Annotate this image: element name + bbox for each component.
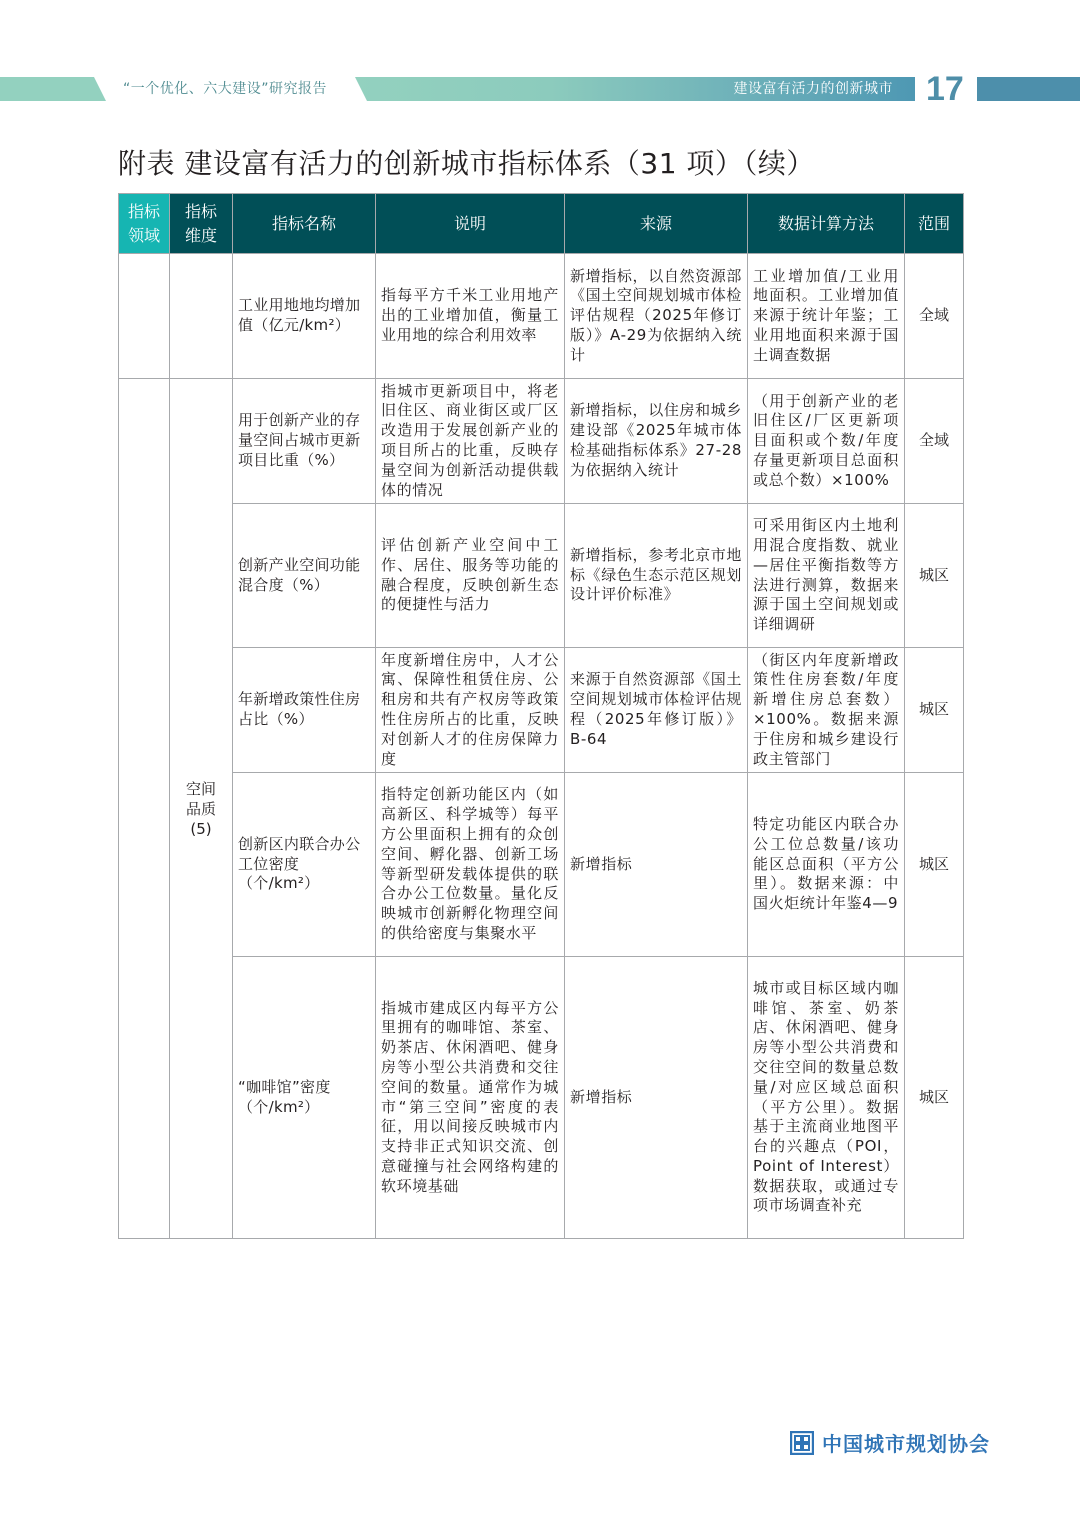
column-header-domain-line1: 指标: [127, 201, 160, 221]
cell-method: 工业增加值/工业用地面积。工业增加值来源于统计年鉴；工业用地面积来源于国土调查数据: [748, 254, 905, 379]
cell-scope: 全域: [905, 379, 964, 504]
cell-scope: 城区: [905, 957, 964, 1239]
table-row: [119, 648, 964, 773]
cell-domain-merged: [119, 379, 170, 1239]
cell-source: 新增指标: [565, 773, 748, 957]
cell-indicator-name: 年新增政策性住房占比（%）: [233, 648, 376, 773]
column-header-source: 来源: [565, 194, 748, 254]
cell-scope: 城区: [905, 648, 964, 773]
cell-scope: 城区: [905, 504, 964, 648]
dimension-label-line2: 品质: [185, 799, 216, 818]
indicator-table: [118, 193, 964, 1239]
cell-source: 新增指标，以自然资源部《国土空间规划城市体检评估规程（2025年修订版）》A-29为依据纳入统计: [565, 254, 748, 379]
header-band-right: [977, 77, 1080, 101]
cell-dimension: [170, 254, 233, 379]
column-header-dimension: [170, 194, 233, 254]
cell-source: 来源于自然资源部《国土空间规划城市体检评估规程（2025年修订版）》B-64: [565, 648, 748, 773]
dimension-count: (5): [190, 819, 212, 838]
cell-method: （用于创新产业的老旧住区/厂区更新项目面积或个数/年度存量更新项目总面积或总个数）×100%: [748, 379, 905, 504]
cell-method: 特定功能区内联合办公工位总数量/该功能区总面积（平方公里）。数据来源：中国火炬统计年鉴4—9: [748, 773, 905, 957]
column-header-domain-line2: 领域: [127, 225, 160, 245]
cell-indicator-name: “咖啡馆”密度（个/km²）: [233, 957, 376, 1239]
column-header-name: 指标名称: [233, 194, 376, 254]
table-row: [119, 957, 964, 1239]
column-header-domain: [119, 194, 170, 254]
column-header-method: 数据计算方法: [748, 194, 905, 254]
cell-description: 指城市建成区内每平方公里拥有的咖啡馆、茶室、奶茶店、休闲酒吧、健身房等小型公共消费和交往空间的数量。通常作为城市“第三空间”密度的表征，用以间接反映城市内支持非正式知识交流、创意碰撞与社会网络构建的软环境基础: [376, 957, 565, 1239]
section-title: 建设富有活力的创新城市: [733, 81, 893, 97]
column-header-description: 说明: [376, 194, 565, 254]
cell-indicator-name: 创新区内联合办公工位密度（个/km²）: [233, 773, 376, 957]
page-number: 17: [926, 70, 964, 108]
cell-method: 可采用街区内土地利用混合度指数、就业—居住平衡指数等方法进行测算，数据来源于国土空间规划或详细调研: [748, 504, 905, 648]
cell-description: 指特定创新功能区内（如高新区、科学城等）每平方公里面积上拥有的众创空间、孵化器、创新工场等新型研发载体提供的联合办公工位数量。量化反映城市创新孵化物理空间的供给密度与集聚水平: [376, 773, 565, 957]
cell-method: 城市或目标区域内咖啡馆、茶室、奶茶店、休闲酒吧、健身房等小型公共消费和交往空间的数量总数量/对应区域总面积（平方公里）。数据基于主流商业地图平台的兴趣点（POI，Point of Interest）数据获取，或通过专项市场调查补充: [748, 957, 905, 1239]
cell-description: 年度新增住房中，人才公寓、保障性租赁住房、公租房和共有产权房等政策性住房所占的比重，反映对创新人才的住房保障力度: [376, 648, 565, 773]
association-name: 中国城市规划协会: [822, 1432, 990, 1456]
cell-source: 新增指标，参考北京市地标《绿色生态示范区规划设计评价标准》: [565, 504, 748, 648]
column-header-dimension-line2: 维度: [184, 225, 217, 245]
cell-dimension-space-quality: [170, 379, 233, 1239]
table-row: [119, 504, 964, 648]
cell-indicator-name: 创新产业空间功能混合度（%）: [233, 504, 376, 648]
cell-indicator-name: 工业用地地均增加值（亿元/km²）: [233, 254, 376, 379]
table-header-row: [119, 194, 964, 254]
table-row: [119, 773, 964, 957]
table-row: [119, 379, 964, 504]
cell-description: 指每平方千米工业用地产出的工业增加值，衡量工业用地的综合利用效率: [376, 254, 565, 379]
cell-source: 新增指标，以住房和城乡建设部《2025年城市体检基础指标体系》27-28为依据纳入统计: [565, 379, 748, 504]
column-header-scope: 范围: [905, 194, 964, 254]
cell-domain: [119, 254, 170, 379]
cell-indicator-name: 用于创新产业的存量空间占城市更新项目比重（%）: [233, 379, 376, 504]
cell-description: 指城市更新项目中，将老旧住区、商业街区或厂区改造用于发展创新产业的项目所占的比重，反映存量空间为创新活动提供载体的情况: [376, 379, 565, 504]
cell-source: 新增指标: [565, 957, 748, 1239]
table-title: 附表 建设富有活力的创新城市指标体系（31 项）（续）: [118, 147, 815, 180]
dimension-label-line1: 空间: [185, 779, 216, 798]
header-band-left: [0, 77, 106, 101]
cell-scope: 全域: [905, 254, 964, 379]
footer-logo: [790, 1428, 990, 1457]
association-logo-icon: [790, 1431, 814, 1455]
table-row: [119, 254, 964, 379]
column-header-dimension-line1: 指标: [184, 201, 217, 221]
cell-scope: 城区: [905, 773, 964, 957]
cell-description: 评估创新产业空间中工作、居住、服务等功能的融合程度，反映创新生态的便捷性与活力: [376, 504, 565, 648]
report-title: “一个优化、六大建设”研究报告: [123, 81, 328, 97]
cell-method: （街区内年度新增政策性住房套数/年度新增住房总套数）×100%。数据来源于住房和城乡建设行政主管部门: [748, 648, 905, 773]
